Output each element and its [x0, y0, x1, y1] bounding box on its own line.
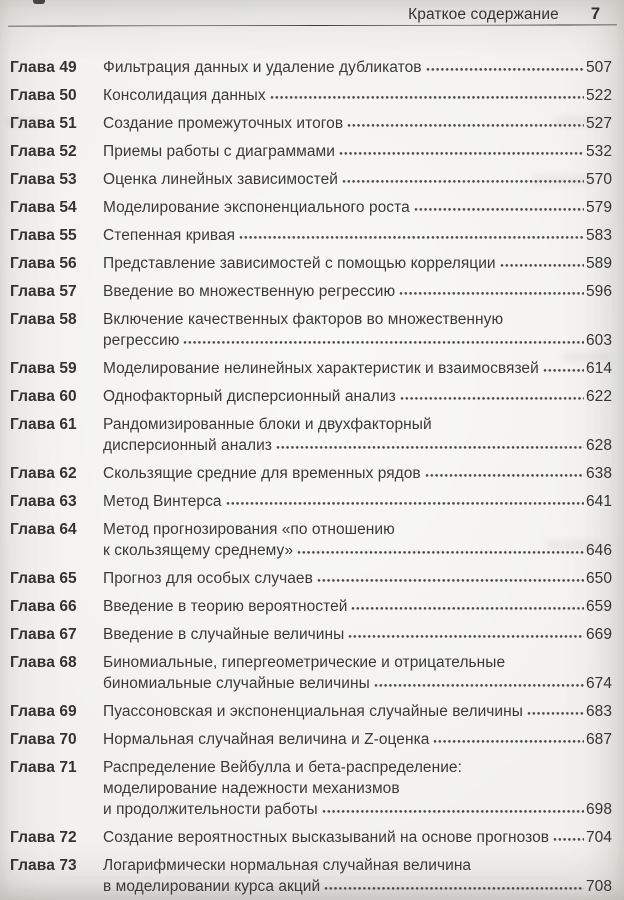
- toc-entry: [10, 827, 612, 848]
- title-line: [103, 596, 612, 617]
- page-number: 638: [585, 465, 612, 482]
- dot-leader: [183, 340, 584, 345]
- entry-title-block: [103, 141, 612, 162]
- title-line: [103, 435, 612, 456]
- page-number: 646: [585, 542, 612, 559]
- dot-leader: [297, 550, 584, 555]
- dot-leader: [339, 151, 584, 156]
- toc-entry: [10, 85, 612, 106]
- title-line: [103, 778, 612, 799]
- title-line: [103, 757, 612, 778]
- toc-entry: [10, 596, 612, 617]
- dot-leader: [500, 263, 584, 268]
- title-line: [103, 141, 612, 162]
- entry-title-block: [103, 309, 612, 351]
- chapter-label: Глава 55: [10, 227, 77, 244]
- title-line: [103, 729, 612, 750]
- title-line: [103, 652, 612, 673]
- entry-title-block: [103, 197, 612, 218]
- dot-leader: [347, 123, 584, 128]
- title-line: [103, 281, 612, 302]
- chapter-label: Глава 62: [10, 465, 77, 482]
- dot-leader: [270, 95, 584, 100]
- toc-entry: [10, 729, 612, 750]
- toc-entry: [10, 463, 612, 484]
- entry-title-block: [103, 729, 612, 750]
- dot-leader: [322, 809, 584, 814]
- toc-entry: [10, 225, 612, 246]
- title-text: Прогноз для особых случаев: [103, 570, 313, 587]
- toc-entry: [10, 253, 612, 274]
- title-line: [103, 197, 612, 218]
- title-text: дисперсионный анализ: [103, 437, 272, 454]
- toc-entry: [10, 652, 612, 694]
- chapter-label: Глава 63: [10, 493, 77, 510]
- entry-title-block: [103, 57, 612, 78]
- toc-entry: [10, 386, 612, 407]
- page-number: 704: [585, 829, 612, 846]
- chapter-label: Глава 53: [10, 171, 77, 188]
- page-number: 650: [585, 570, 612, 587]
- dot-leader: [374, 683, 584, 688]
- title-text: Консолидация данных: [103, 87, 266, 104]
- title-text: Введение во множественную регрессию: [103, 283, 396, 300]
- title-text: Логарифмически нормальная случайная величина: [103, 857, 472, 874]
- dot-leader: [543, 368, 584, 373]
- page-number: 628: [585, 437, 612, 454]
- dot-leader: [324, 886, 584, 891]
- title-text: Скользящие средние для временных рядов: [103, 465, 421, 482]
- chapter-label: Глава 68: [10, 654, 77, 671]
- page-number: 596: [585, 283, 612, 300]
- page-number: 641: [585, 493, 612, 510]
- title-line: [103, 330, 612, 351]
- toc-entry: [10, 624, 612, 645]
- toc-entry: [10, 113, 612, 134]
- page-number: 570: [585, 171, 612, 188]
- title-line: [103, 673, 612, 694]
- chapter-label: Глава 64: [10, 521, 77, 538]
- toc-entry: [10, 757, 612, 820]
- page-number: 659: [585, 598, 612, 615]
- dot-leader: [553, 837, 584, 842]
- title-text: Введение в случайные величины: [103, 626, 345, 643]
- title-line: [103, 113, 612, 134]
- title-text: Создание вероятностных высказываний на основе прогнозов: [103, 829, 550, 846]
- title-text: Нормальная случайная величина и Z-оценка: [103, 731, 430, 748]
- toc-entry: [10, 309, 612, 351]
- dot-leader: [276, 445, 584, 450]
- toc-entry: [10, 701, 612, 722]
- title-line: [103, 876, 612, 897]
- dot-leader: [426, 67, 584, 72]
- toc-entry: [10, 169, 612, 190]
- page-number: 589: [585, 255, 612, 272]
- page-number: 579: [585, 199, 612, 216]
- chapter-label: Глава 70: [10, 731, 77, 748]
- dot-leader: [527, 711, 584, 716]
- dot-leader: [400, 396, 584, 401]
- entry-title-block: [103, 827, 612, 848]
- dot-leader: [414, 207, 584, 212]
- title-text: Создание промежуточных итогов: [103, 115, 344, 132]
- entry-title-block: [103, 757, 612, 820]
- title-text: биномиальные случайные величины: [103, 675, 370, 692]
- entry-title-block: [103, 652, 612, 694]
- title-text: моделирование надежности механизмов: [103, 780, 400, 797]
- page-number: 603: [585, 332, 612, 349]
- title-text: Введение в теорию вероятностей: [103, 598, 348, 615]
- toc-entry: [10, 57, 612, 78]
- entry-title-block: [103, 596, 612, 617]
- toc-entry: [10, 197, 612, 218]
- page-edge-speck: [33, 0, 45, 4]
- title-line: [103, 85, 612, 106]
- page-number: 669: [585, 626, 612, 643]
- title-line: [103, 827, 612, 848]
- title-line: [103, 169, 612, 190]
- title-text: Рандомизированные блоки и двухфакторный: [103, 416, 432, 433]
- title-text: Моделирование нелинейных характеристик и взаимосвязей: [103, 360, 539, 377]
- toc-entry: [10, 568, 612, 589]
- chapter-label: Глава 65: [10, 570, 77, 587]
- dot-leader: [351, 606, 584, 611]
- title-text: Фильтрация данных и удаление дубликатов: [103, 59, 422, 76]
- chapter-label: Глава 59: [10, 360, 77, 377]
- dot-leader: [348, 634, 584, 639]
- toc-entry: [10, 281, 612, 302]
- chapter-label: Глава 66: [10, 598, 77, 615]
- chapter-label: Глава 58: [10, 311, 77, 328]
- title-text: Однофакторный дисперсионный анализ: [103, 388, 396, 405]
- title-text: Оценка линейных зависимостей: [103, 171, 338, 188]
- toc-entry: [10, 141, 612, 162]
- page-number: 583: [585, 227, 612, 244]
- toc-entry: [10, 855, 612, 897]
- title-text: Включение качественных факторов во множественную: [103, 311, 504, 328]
- page-number: 687: [585, 731, 612, 748]
- entry-title-block: [103, 463, 612, 484]
- title-text: регрессию: [103, 332, 180, 349]
- dot-leader: [399, 291, 584, 296]
- entry-title-block: [103, 491, 612, 512]
- toc-entry: [10, 519, 612, 561]
- title-text: Представление зависимостей с помощью корреляции: [103, 255, 496, 272]
- page-number: 507: [585, 59, 612, 76]
- entry-title-block: [103, 624, 612, 645]
- title-text: к скользящему среднему»: [103, 542, 294, 559]
- title-text: Биномиальные, гипергеометрические и отрицательные: [103, 654, 506, 671]
- entry-title-block: [103, 169, 612, 190]
- entry-title-block: [103, 358, 612, 379]
- entry-title-block: [103, 253, 612, 274]
- dot-leader: [239, 235, 584, 240]
- title-text: Пуассоновская и экспоненциальная случайные величины: [103, 703, 523, 720]
- chapter-label: Глава 60: [10, 388, 77, 405]
- title-line: [103, 57, 612, 78]
- chapter-label: Глава 69: [10, 703, 77, 720]
- dot-leader: [433, 739, 584, 744]
- page-number: 674: [585, 675, 612, 692]
- page-number: 683: [585, 703, 612, 720]
- dot-leader: [317, 578, 584, 583]
- entry-title-block: [103, 519, 612, 561]
- page-number: 622: [585, 388, 612, 405]
- chapter-label: Глава 56: [10, 255, 77, 272]
- page-number: 527: [585, 115, 612, 132]
- dot-leader: [425, 473, 584, 478]
- title-line: [103, 568, 612, 589]
- entry-title-block: [103, 414, 612, 456]
- chapter-label: Глава 71: [10, 759, 77, 776]
- chapter-label: Глава 73: [10, 857, 77, 874]
- entry-title-block: [103, 281, 612, 302]
- entry-title-block: [103, 568, 612, 589]
- dot-leader: [342, 179, 584, 184]
- dot-leader: [226, 501, 584, 506]
- title-line: [103, 253, 612, 274]
- title-text: Степенная кривая: [103, 227, 236, 244]
- page-number: 614: [585, 360, 612, 377]
- chapter-label: Глава 51: [10, 115, 77, 132]
- toc-entry: [10, 491, 612, 512]
- title-line: [103, 386, 612, 407]
- title-text: Метод прогнозирования «по отношению: [103, 521, 395, 538]
- running-head-title: Краткое содержание: [408, 6, 559, 23]
- entry-title-block: [103, 386, 612, 407]
- title-text: Моделирование экспоненциального роста: [103, 199, 410, 216]
- title-text: и продолжительности работы: [103, 801, 318, 818]
- title-line: [103, 225, 612, 246]
- entry-title-block: [103, 855, 612, 897]
- title-line: [103, 624, 612, 645]
- chapter-label: Глава 67: [10, 626, 77, 643]
- title-line: [103, 701, 612, 722]
- page-number: 708: [585, 878, 612, 895]
- toc-entry: [10, 414, 612, 456]
- chapter-label: Глава 61: [10, 416, 77, 433]
- entry-title-block: [103, 85, 612, 106]
- page-number: 522: [585, 87, 612, 104]
- title-line: [103, 799, 612, 820]
- toc-entry: [10, 358, 612, 379]
- title-line: [103, 519, 612, 540]
- title-text: Распределение Вейбулла и бета-распределение:: [103, 759, 462, 776]
- title-line: [103, 358, 612, 379]
- title-line: [103, 540, 612, 561]
- title-line: [103, 491, 612, 512]
- header-rule: [8, 24, 617, 26]
- chapter-label: Глава 50: [10, 87, 77, 104]
- chapter-label: Глава 72: [10, 829, 77, 846]
- title-line: [103, 414, 612, 435]
- title-line: [103, 463, 612, 484]
- entry-title-block: [103, 225, 612, 246]
- page-number: 698: [585, 801, 612, 818]
- chapter-label: Глава 54: [10, 199, 77, 216]
- chapter-label: Глава 49: [10, 59, 77, 76]
- title-line: [103, 309, 612, 330]
- entry-title-block: [103, 701, 612, 722]
- chapter-label: Глава 57: [10, 283, 77, 300]
- page-header: [0, 0, 624, 23]
- title-text: Приемы работы с диаграммами: [103, 143, 335, 160]
- header-page-number: 7: [590, 5, 600, 23]
- title-text: в моделировании курса акций: [103, 878, 321, 895]
- title-line: [103, 855, 612, 876]
- page-number: 532: [585, 143, 612, 160]
- chapter-label: Глава 52: [10, 143, 77, 160]
- entry-title-block: [103, 113, 612, 134]
- toc-list: [0, 57, 624, 897]
- title-text: Метод Винтерса: [103, 493, 222, 510]
